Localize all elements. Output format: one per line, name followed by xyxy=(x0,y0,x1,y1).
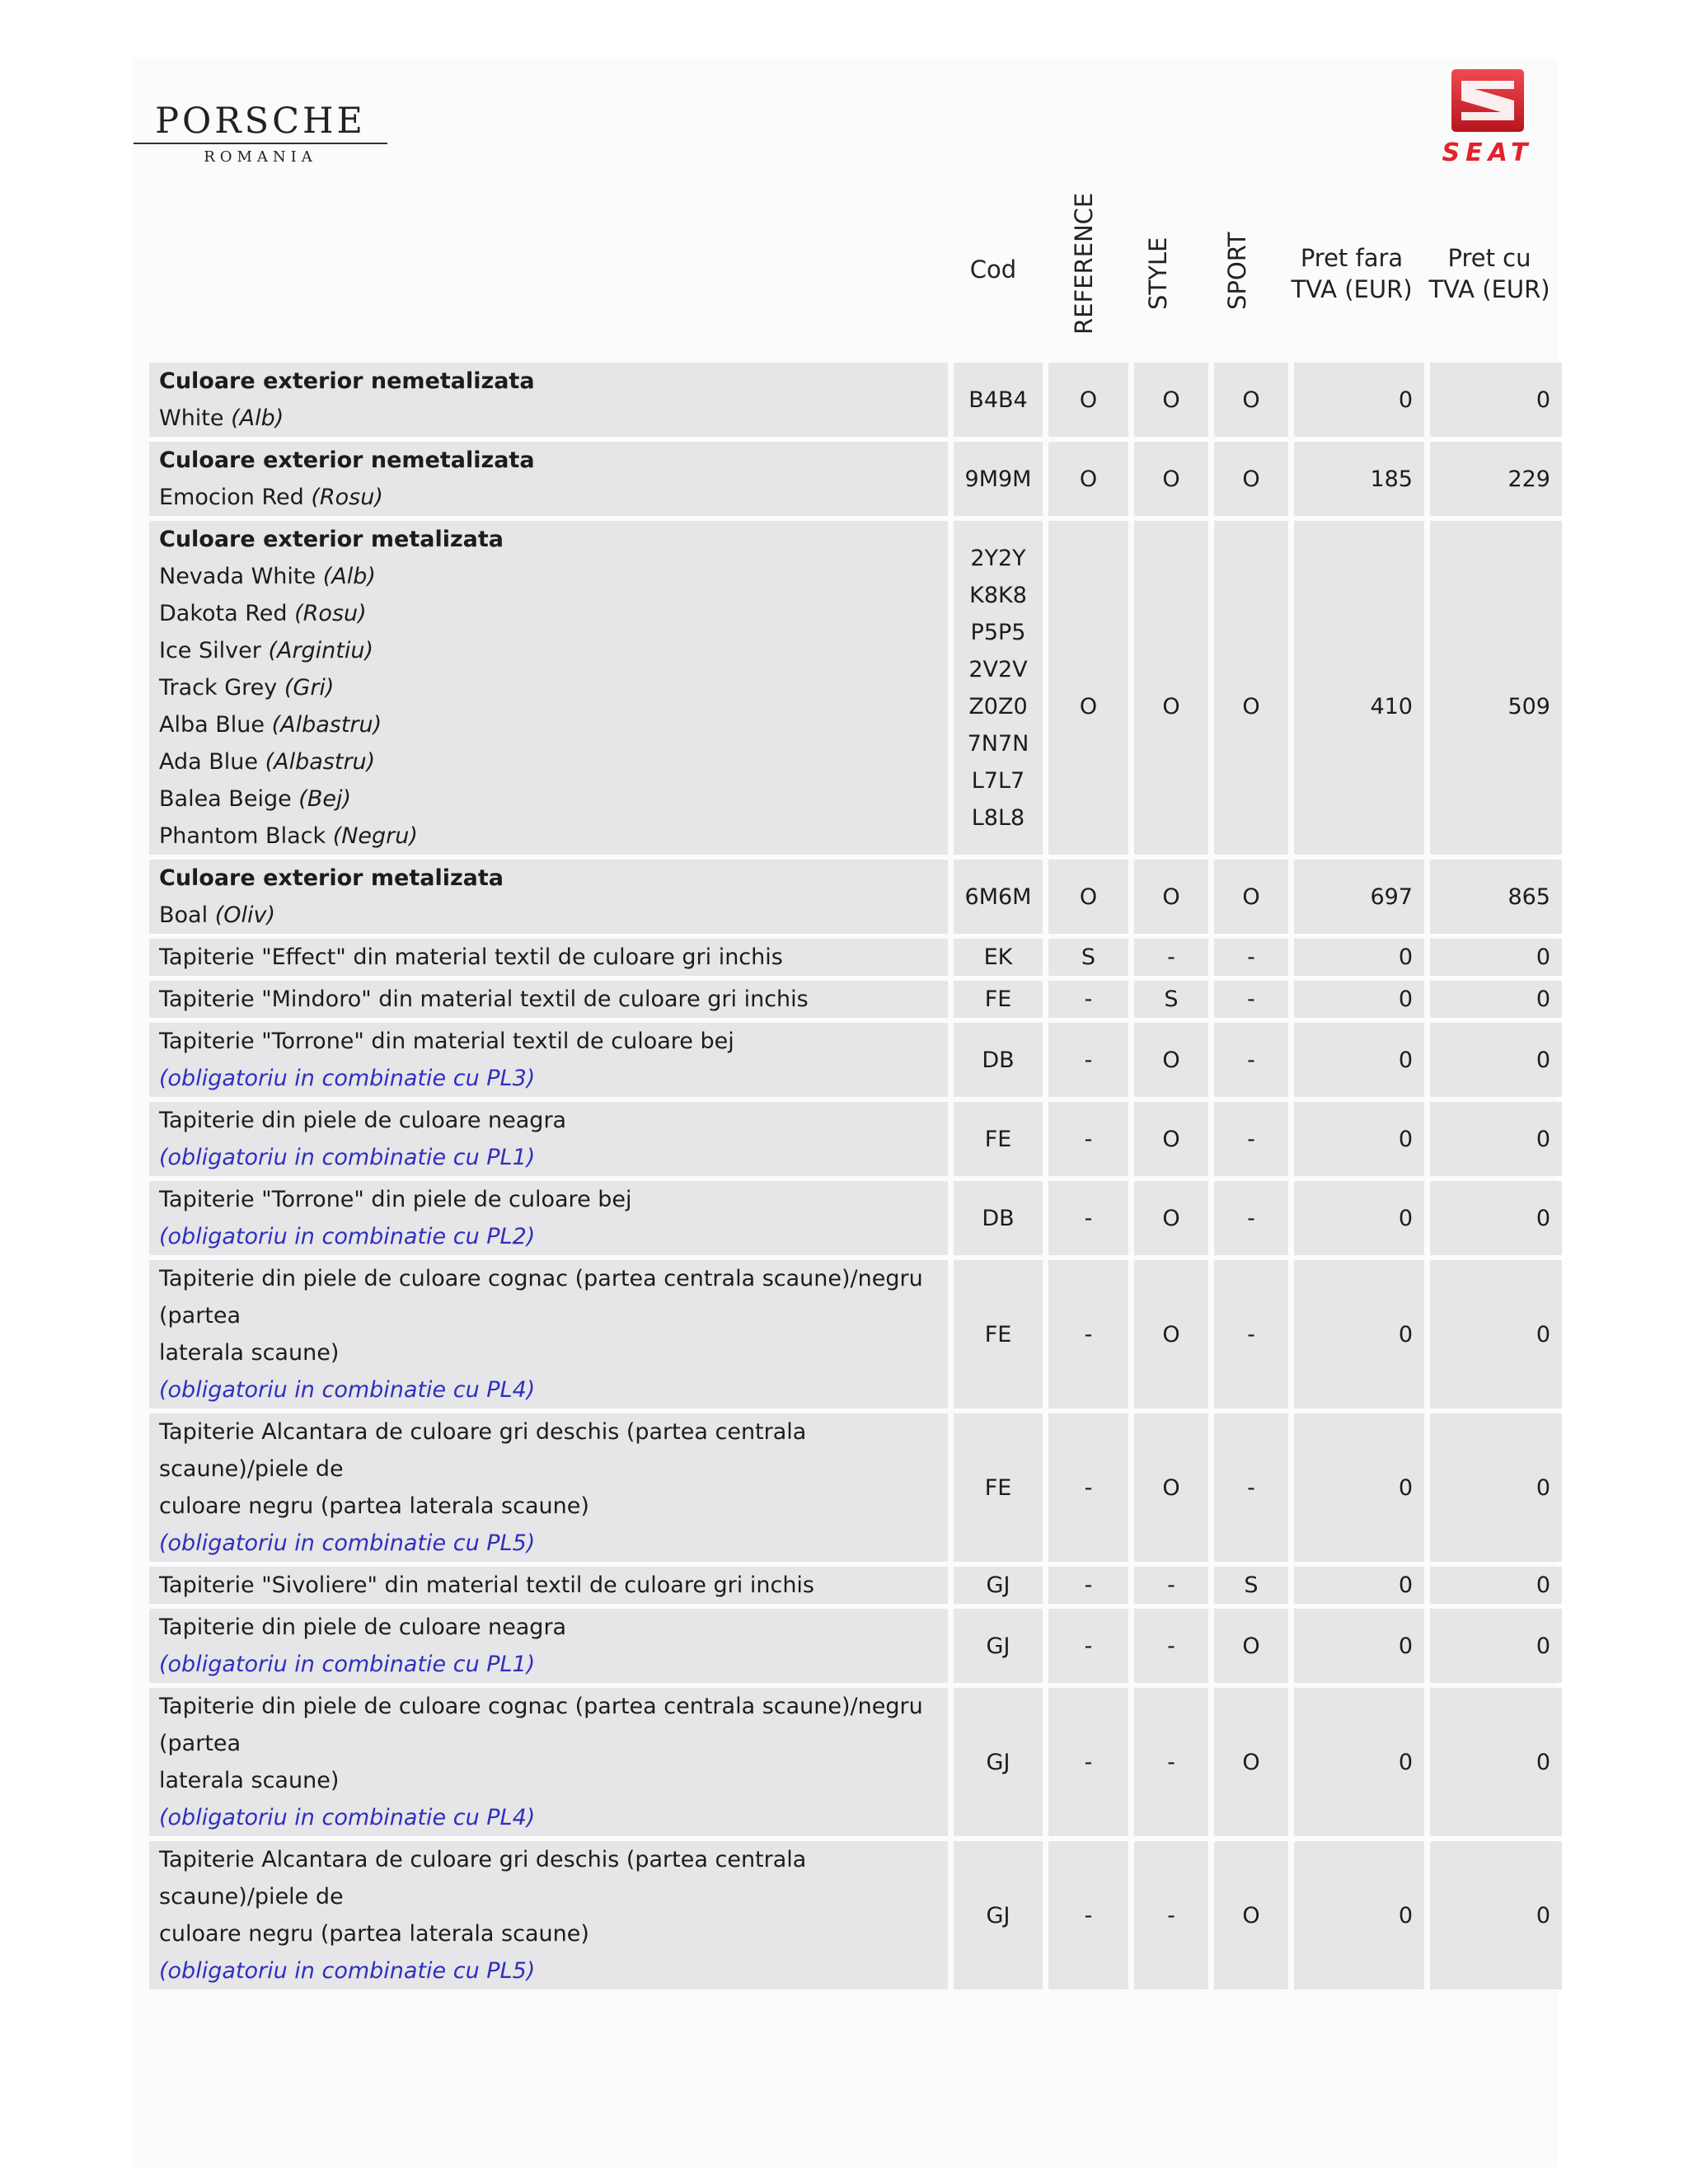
price-gross-cell: 0 xyxy=(1430,1102,1562,1176)
description-line: Tapiterie "Mindoro" din material textil de culoare gri inchis xyxy=(159,987,809,1012)
porsche-romania-logo xyxy=(134,101,387,166)
color-translation: (Bej) xyxy=(298,786,351,812)
table-row xyxy=(149,442,1562,516)
table-row xyxy=(149,1102,1562,1176)
sport-cell: O xyxy=(1214,1609,1288,1683)
code-cell: EK xyxy=(954,939,1043,976)
style-cell: O xyxy=(1134,1102,1208,1176)
combination-note: (obligatoriu in combinatie cu PL5) xyxy=(159,1958,536,1984)
code-cell: GJ xyxy=(954,1567,1043,1604)
porsche-wordmark: PORSCHE xyxy=(155,101,366,142)
col-header-style: STYLE xyxy=(1144,237,1172,310)
upholstery-description xyxy=(149,1413,948,1562)
code-cell: FE xyxy=(954,1102,1043,1176)
code-cell: 6M6M xyxy=(954,860,1043,934)
color-name: Track Grey xyxy=(159,675,278,701)
price-gross-cell: 0 xyxy=(1430,1023,1562,1097)
style-cell: O xyxy=(1134,442,1208,516)
sport-cell: - xyxy=(1214,1023,1288,1097)
color-item xyxy=(159,400,938,437)
seat-emblem-icon xyxy=(1450,68,1526,134)
color-name: Nevada White xyxy=(159,564,316,589)
sport-cell: O xyxy=(1214,363,1288,437)
code-cell: FE xyxy=(954,1413,1043,1562)
style-cell: O xyxy=(1134,1023,1208,1097)
col-header-price-net xyxy=(1286,242,1418,305)
table-row xyxy=(149,363,1562,437)
upholstery-description xyxy=(149,1841,948,1990)
code-value: K8K8 xyxy=(969,582,1027,608)
table-row xyxy=(149,1023,1562,1097)
code-value: Z0Z0 xyxy=(968,693,1028,719)
color-group-cell xyxy=(149,860,948,934)
price-net-cell: 0 xyxy=(1294,1260,1424,1408)
reference-cell: - xyxy=(1048,981,1128,1018)
porsche-subtitle: ROMANIA xyxy=(204,148,317,166)
sport-cell: - xyxy=(1214,1181,1288,1255)
color-group-cell xyxy=(149,442,948,516)
table-row xyxy=(149,860,1562,934)
code-value: P5P5 xyxy=(970,619,1026,645)
price-net-line2: TVA (EUR) xyxy=(1291,275,1413,303)
table-row xyxy=(149,981,1562,1018)
color-translation: (Alb) xyxy=(322,564,376,589)
code-cell: FE xyxy=(954,1260,1043,1408)
style-cell: - xyxy=(1134,1688,1208,1836)
group-title: Culoare exterior nemetalizata xyxy=(159,448,535,473)
upholstery-description xyxy=(149,1260,948,1408)
sport-cell: O xyxy=(1214,1688,1288,1836)
code-cell xyxy=(954,521,1043,855)
description-line: Tapiterie "Effect" din material textil de culoare gri inchis xyxy=(159,944,783,970)
style-cell: - xyxy=(1134,1609,1208,1683)
description-line: Tapiterie "Torrone" din material textil de culoare bej xyxy=(159,1029,734,1054)
upholstery-description xyxy=(149,939,948,976)
code-cell: DB xyxy=(954,1023,1043,1097)
price-net-cell: 0 xyxy=(1294,363,1424,437)
reference-cell: - xyxy=(1048,1260,1128,1408)
code-cell: B4B4 xyxy=(954,363,1043,437)
color-translation: (Rosu) xyxy=(294,601,367,626)
code-cell: FE xyxy=(954,981,1043,1018)
price-gross-cell: 0 xyxy=(1430,1413,1562,1562)
color-name: Boal xyxy=(159,902,209,928)
group-title: Culoare exterior metalizata xyxy=(159,527,504,552)
color-name: White xyxy=(159,405,224,431)
sport-cell: - xyxy=(1214,1413,1288,1562)
color-name: Ice Silver xyxy=(159,638,261,663)
sport-cell: O xyxy=(1214,860,1288,934)
color-item xyxy=(159,632,938,669)
seat-wordmark: SEAT xyxy=(1442,138,1534,167)
col-header-price-gross xyxy=(1423,242,1555,305)
upholstery-description xyxy=(149,981,948,1018)
table-row xyxy=(149,1688,1562,1836)
style-cell: S xyxy=(1134,981,1208,1018)
price-net-cell: 0 xyxy=(1294,1841,1424,1990)
reference-cell: - xyxy=(1048,1102,1128,1176)
combination-note: (obligatoriu in combinatie cu PL1) xyxy=(159,1652,536,1677)
upholstery-description xyxy=(149,1102,948,1176)
upholstery-description xyxy=(149,1181,948,1255)
reference-cell: - xyxy=(1048,1413,1128,1562)
color-item xyxy=(159,780,938,818)
price-gross-cell: 0 xyxy=(1430,1260,1562,1408)
sport-cell: - xyxy=(1214,939,1288,976)
style-cell: - xyxy=(1134,1841,1208,1990)
combination-note: (obligatoriu in combinatie cu PL4) xyxy=(159,1377,536,1403)
color-translation: (Albastru) xyxy=(265,749,376,775)
reference-cell: - xyxy=(1048,1609,1128,1683)
group-title: Culoare exterior metalizata xyxy=(159,865,504,891)
sport-cell: O xyxy=(1214,521,1288,855)
color-item xyxy=(159,743,938,780)
style-cell: O xyxy=(1134,521,1208,855)
table-row xyxy=(149,1567,1562,1604)
code-cell: DB xyxy=(954,1181,1043,1255)
color-name: Phantom Black xyxy=(159,823,326,849)
combination-note: (obligatoriu in combinatie cu PL2) xyxy=(159,1224,536,1249)
upholstery-description xyxy=(149,1023,948,1097)
combination-note: (obligatoriu in combinatie cu PL1) xyxy=(159,1145,536,1170)
upholstery-description xyxy=(149,1688,948,1836)
price-gross-cell: 0 xyxy=(1430,939,1562,976)
reference-cell: O xyxy=(1048,860,1128,934)
price-net-cell: 0 xyxy=(1294,981,1424,1018)
description-line: laterala scaune) xyxy=(159,1768,340,1793)
price-gross-line1: Pret cu xyxy=(1447,244,1531,272)
price-net-cell: 185 xyxy=(1294,442,1424,516)
code-value: 2Y2Y xyxy=(970,545,1026,571)
code-value: L7L7 xyxy=(971,767,1025,794)
color-item xyxy=(159,706,938,743)
color-item xyxy=(159,818,938,855)
color-item xyxy=(159,558,938,595)
price-gross-cell: 229 xyxy=(1430,442,1562,516)
color-item xyxy=(159,669,938,706)
color-name: Alba Blue xyxy=(159,712,265,738)
table-row xyxy=(149,1260,1562,1408)
price-gross-cell: 0 xyxy=(1430,1181,1562,1255)
color-name: Dakota Red xyxy=(159,601,288,626)
code-value: 2V2V xyxy=(968,656,1028,682)
table-row xyxy=(149,1841,1562,1990)
color-translation: (Argintiu) xyxy=(268,638,374,663)
color-group-cell xyxy=(149,521,948,855)
description-line: Tapiterie Alcantara de culoare gri deschis (partea centrala scaune)/piele de xyxy=(159,1419,807,1482)
description-line: Tapiterie Alcantara de culoare gri deschis (partea centrala scaune)/piele de xyxy=(159,1847,807,1910)
sport-cell: - xyxy=(1214,1102,1288,1176)
description-line: Tapiterie din piele de culoare cognac (partea centrala scaune)/negru (partea xyxy=(159,1694,923,1756)
table-row xyxy=(149,1609,1562,1683)
description-line: Tapiterie "Torrone" din piele de culoare bej xyxy=(159,1187,632,1212)
col-header-code: Cod xyxy=(969,255,1017,284)
table-row xyxy=(149,521,1562,855)
seat-logo xyxy=(1426,68,1550,167)
color-translation: (Gri) xyxy=(284,675,335,701)
color-translation: (Rosu) xyxy=(311,485,383,510)
price-net-cell: 697 xyxy=(1294,860,1424,934)
style-cell: O xyxy=(1134,1260,1208,1408)
description-line: culoare negru (partea laterala scaune) xyxy=(159,1493,589,1519)
table-row xyxy=(149,939,1562,976)
price-net-cell: 0 xyxy=(1294,1567,1424,1604)
reference-cell: O xyxy=(1048,521,1128,855)
color-group-cell xyxy=(149,363,948,437)
price-net-cell: 0 xyxy=(1294,1609,1424,1683)
upholstery-description xyxy=(149,1609,948,1683)
reference-cell: - xyxy=(1048,1567,1128,1604)
color-item xyxy=(159,479,938,516)
reference-cell: O xyxy=(1048,363,1128,437)
color-translation: (Oliv) xyxy=(214,902,275,928)
description-line: Tapiterie din piele de culoare cognac (partea centrala scaune)/negru (partea xyxy=(159,1266,923,1329)
style-cell: - xyxy=(1134,1567,1208,1604)
color-translation: (Albastru) xyxy=(271,712,382,738)
price-gross-cell: 509 xyxy=(1430,521,1562,855)
reference-cell: - xyxy=(1048,1023,1128,1097)
price-net-cell: 0 xyxy=(1294,1023,1424,1097)
reference-cell: O xyxy=(1048,442,1128,516)
color-name: Ada Blue xyxy=(159,749,259,775)
col-header-reference: REFERENCE xyxy=(1070,192,1098,335)
price-gross-cell: 0 xyxy=(1430,363,1562,437)
upholstery-description xyxy=(149,1567,948,1604)
code-cell: GJ xyxy=(954,1841,1043,1990)
code-cell: 9M9M xyxy=(954,442,1043,516)
color-name: Emocion Red xyxy=(159,485,304,510)
price-gross-cell: 0 xyxy=(1430,1609,1562,1683)
color-translation: (Alb) xyxy=(231,405,284,431)
price-gross-line2: TVA (EUR) xyxy=(1428,275,1550,303)
reference-cell: - xyxy=(1048,1181,1128,1255)
combination-note: (obligatoriu in combinatie cu PL5) xyxy=(159,1530,536,1556)
price-gross-cell: 0 xyxy=(1430,981,1562,1018)
description-line: Tapiterie din piele de culoare neagra xyxy=(159,1615,567,1640)
price-gross-cell: 0 xyxy=(1430,1567,1562,1604)
table-row xyxy=(149,1413,1562,1562)
logo-rule xyxy=(134,143,387,144)
code-cell: GJ xyxy=(954,1609,1043,1683)
sport-cell: - xyxy=(1214,981,1288,1018)
col-header-sport: SPORT xyxy=(1223,232,1251,310)
style-cell: O xyxy=(1134,363,1208,437)
code-value: L8L8 xyxy=(971,804,1025,831)
price-net-cell: 0 xyxy=(1294,939,1424,976)
style-cell: - xyxy=(1134,939,1208,976)
style-cell: O xyxy=(1134,1181,1208,1255)
price-gross-cell: 865 xyxy=(1430,860,1562,934)
code-value: 7N7N xyxy=(967,730,1029,757)
code-cell: GJ xyxy=(954,1688,1043,1836)
description-line: culoare negru (partea laterala scaune) xyxy=(159,1921,589,1947)
reference-cell: - xyxy=(1048,1841,1128,1990)
upholstery-rows xyxy=(149,939,1562,1990)
sport-cell: - xyxy=(1214,1260,1288,1408)
reference-cell: - xyxy=(1048,1688,1128,1836)
combination-note: (obligatoriu in combinatie cu PL3) xyxy=(159,1066,536,1091)
price-net-cell: 410 xyxy=(1294,521,1424,855)
price-gross-cell: 0 xyxy=(1430,1688,1562,1836)
price-gross-cell: 0 xyxy=(1430,1841,1562,1990)
style-cell: O xyxy=(1134,860,1208,934)
reference-cell: S xyxy=(1048,939,1128,976)
options-table xyxy=(143,358,1568,1994)
color-name: Balea Beige xyxy=(159,786,292,812)
style-cell: O xyxy=(1134,1413,1208,1562)
price-net-cell: 0 xyxy=(1294,1181,1424,1255)
price-net-cell: 0 xyxy=(1294,1102,1424,1176)
group-title: Culoare exterior nemetalizata xyxy=(159,368,535,394)
sport-cell: S xyxy=(1214,1567,1288,1604)
table-row xyxy=(149,1181,1562,1255)
color-item xyxy=(159,595,938,632)
sport-cell: O xyxy=(1214,442,1288,516)
description-line: Tapiterie "Sivoliere" din material textil de culoare gri inchis xyxy=(159,1572,814,1598)
sport-cell: O xyxy=(1214,1841,1288,1990)
price-net-cell: 0 xyxy=(1294,1688,1424,1836)
color-translation: (Negru) xyxy=(332,823,418,849)
description-line: laterala scaune) xyxy=(159,1340,340,1366)
description-line: Tapiterie din piele de culoare neagra xyxy=(159,1108,567,1133)
combination-note: (obligatoriu in combinatie cu PL4) xyxy=(159,1805,536,1830)
color-item xyxy=(159,897,938,934)
price-net-line1: Pret fara xyxy=(1300,244,1404,272)
price-net-cell: 0 xyxy=(1294,1413,1424,1562)
